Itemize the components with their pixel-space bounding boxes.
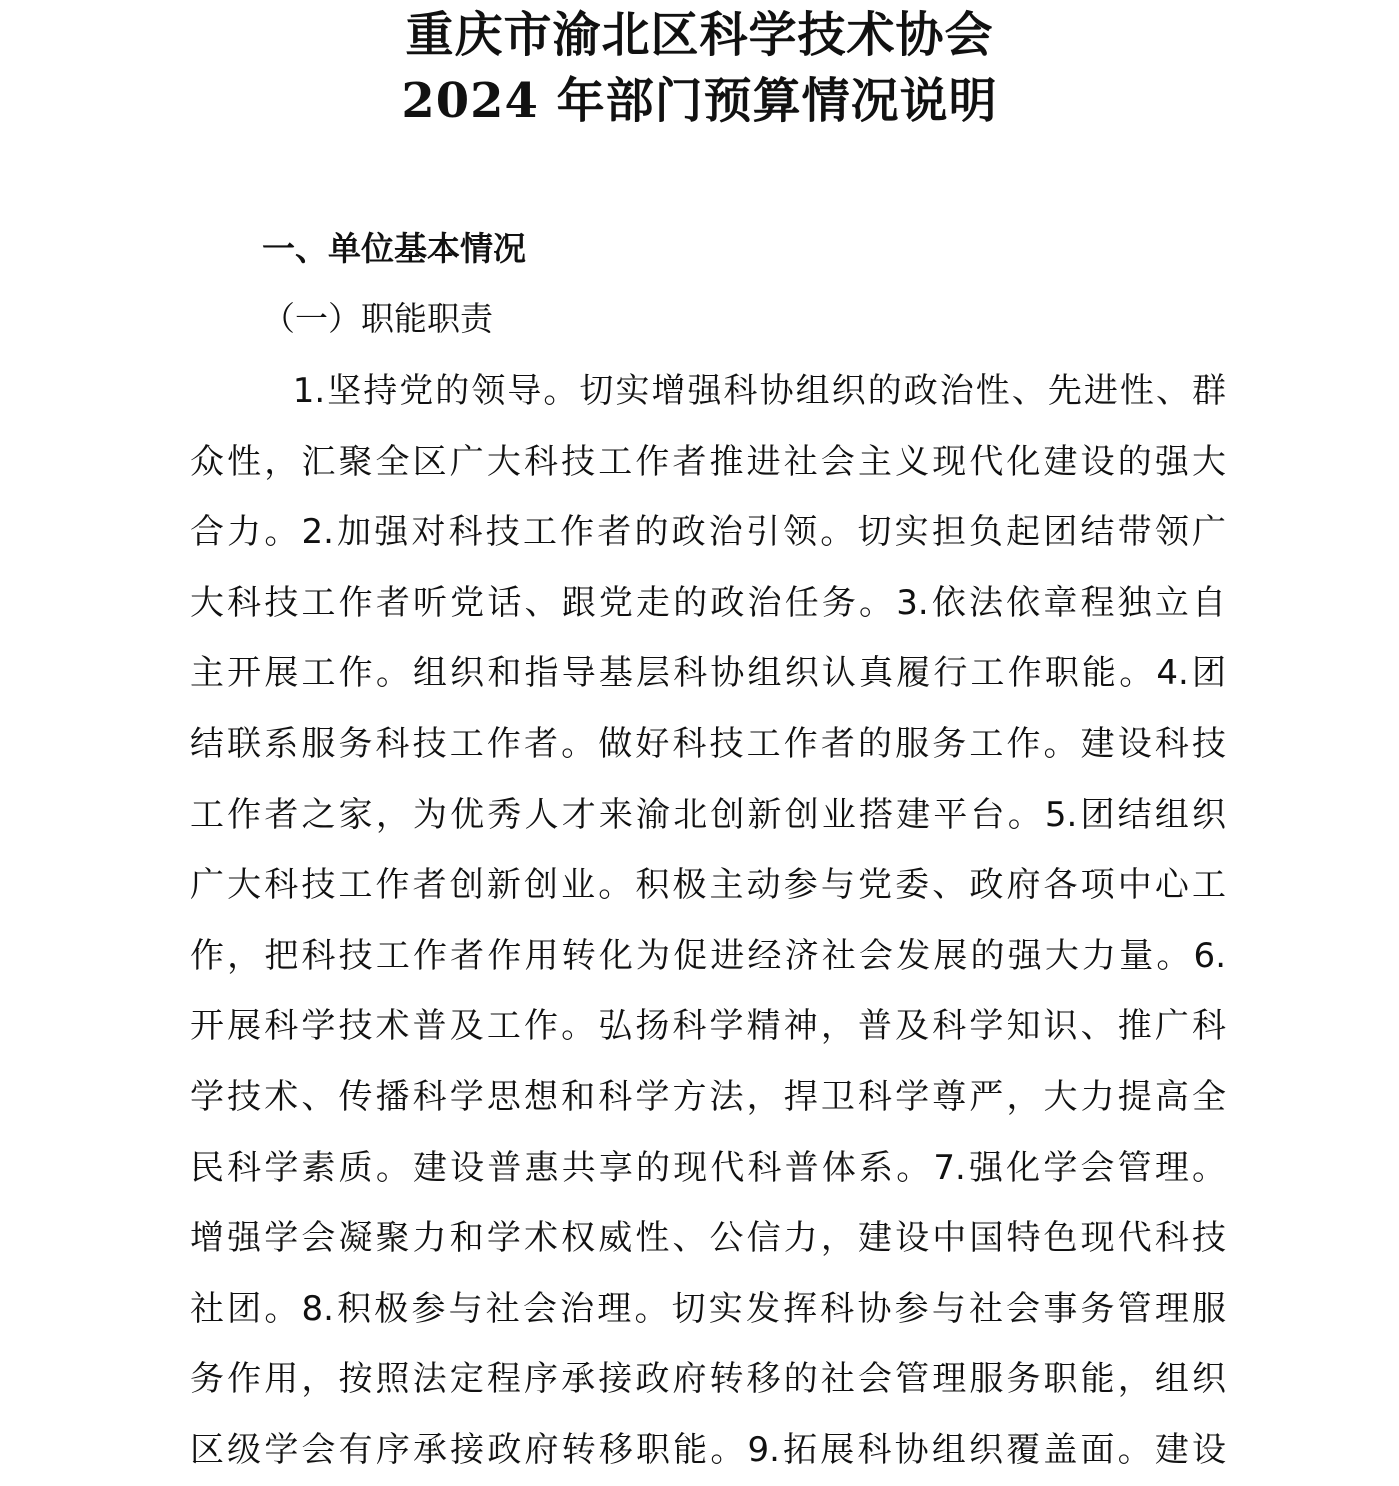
body-line: 主开展工作。组织和指导基层科协组织认真履行工作职能。4.团 <box>190 653 1226 694</box>
body-line: 合力。2.加强对科技工作者的政治引领。切实担负起团结带领广 <box>190 512 1226 553</box>
body-paragraph <box>190 356 1226 1486</box>
body-line: 1.坚持党的领导。切实增强科协组织的政治性、先进性、群 <box>190 371 1226 411</box>
body-line: 务作用，按照法定程序承接政府转移的社会管理服务职能，组织 <box>190 1359 1226 1400</box>
body-line: 区级学会有序承接政府转移职能。9.拓展科协组织覆盖面。建设 <box>190 1429 1226 1470</box>
body-line: 开展科学技术普及工作。弘扬科学精神，普及科学知识、推广科 <box>190 1006 1226 1047</box>
section-heading: 一、单位基本情况 <box>262 229 526 268</box>
title-line-1: 重庆市渝北区科学技术协会 <box>405 7 994 63</box>
body-line: 民科学素质。建设普惠共享的现代科普体系。7.强化学会管理。 <box>190 1147 1226 1188</box>
body-line: 工作者之家，为优秀人才来渝北创新创业搭建平台。5.团结组织 <box>190 794 1226 835</box>
body-line: 众性，汇聚全区广大科技工作者推进社会主义现代化建设的强大 <box>190 441 1226 482</box>
body-line: 广大科技工作者创新创业。积极主动参与党委、政府各项中心工 <box>190 865 1226 906</box>
document-title <box>0 2 1399 134</box>
body-line: 作，把科技工作者作用转化为促进经济社会发展的强大力量。6. <box>190 935 1226 976</box>
title-line-2: 2024 年部门预算情况说明 <box>401 73 998 129</box>
sub-heading: （一）职能职责 <box>262 299 493 338</box>
body-line: 大科技工作者听党话、跟党走的政治任务。3.依法依章程独立自 <box>190 582 1226 623</box>
body-line: 学技术、传播科学思想和科学方法，捍卫科学尊严，大力提高全 <box>190 1076 1226 1117</box>
body-line: 社团。8.积极参与社会治理。切实发挥科协参与社会事务管理服 <box>190 1288 1226 1329</box>
body-line: 增强学会凝聚力和学术权威性、公信力，建设中国特色现代科技 <box>190 1218 1226 1259</box>
body-line: 结联系服务科技工作者。做好科技工作者的服务工作。建设科技 <box>190 723 1226 764</box>
